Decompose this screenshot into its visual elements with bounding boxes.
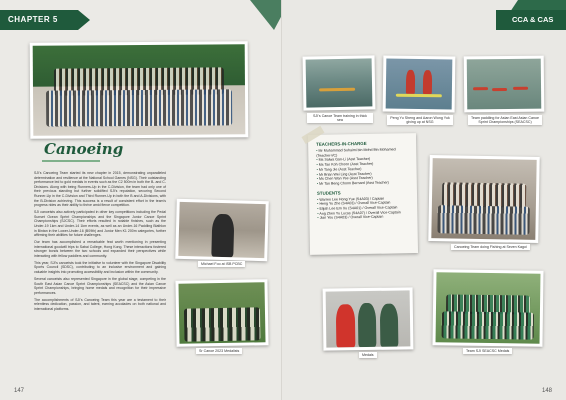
teachers-list <box>316 147 409 186</box>
medals-photo <box>323 287 414 350</box>
teacher-item: • Mr Tang Jie (Asst Teacher) <box>317 166 409 172</box>
training-image <box>306 58 373 107</box>
right-page <box>283 0 566 400</box>
team-medals-photo <box>432 269 543 347</box>
team-medals-image <box>436 272 541 343</box>
medalists-caption: Sr Canoe 2023 Medalists <box>196 348 242 354</box>
paragraph: SJI's Canoeing Team started its new chapter in 2015, demonstrating unparalleled determination and resilience at the National School Games (NSG). Their outstanding performance led to gold medals in events such as the C2 500m in both the B- and C-Divisions. Along with being Runners-Up in the C-Division, the team had only one of their previous standing but further solidified SJI's reputation, securing Second Runner-Up in the C-Division and Third Runner-Up in both the B and A-Divisions, with the B-Division achieving. This success is a result of consistent effort in the team's progress rides as their ability to thrive amid fierce competition. <box>34 171 166 208</box>
title-underline <box>42 160 100 162</box>
athlete-image <box>178 202 265 258</box>
nsg-image <box>386 59 453 110</box>
teacher-item: • Ms Chen Wan Yee (Asst Teacher) <box>317 175 409 181</box>
teacher-item: • Ms Tan Koh Choon (Asst Teacher) <box>316 161 408 167</box>
group-photo-image <box>33 44 246 135</box>
medalists-photo <box>175 279 268 347</box>
seacsc-image <box>467 59 542 110</box>
body-text <box>34 171 166 314</box>
chapter-banner: CHAPTER 5 <box>0 10 78 30</box>
student-item: • Heng Yu Zhe (S4A03) / Overall Vice-Captain <box>317 201 409 207</box>
athlete-photo <box>175 199 269 261</box>
roster-note <box>308 133 418 255</box>
seacsc-caption: Team paddling for Asian East Asian Canoe Sprint Championships (SEACSC) <box>468 115 542 125</box>
paragraph: This year, SJI's canoeists took the initiative to volunteer with the Singapore Disability Sports Council (SDSC), contributing to an inclusive environment and gaining valuable insights into promoting accessibility and inclusion within the community. <box>34 260 166 275</box>
page-title: Canoeing <box>44 140 124 158</box>
paragraph: SJI canoeists also actively participated in other key competitions including the Pedal Sunset Ocean Sprint Championships and the Singapore Junior Canoe Sprint Championships (SJCSC). Their efforts resulted in notable finishes, such as the Under-19 1km and Under-14 1km events, as well as an Under-16 Paddling Biathlon in Bintan in the Lower-Under-16 (B09th) and Junior Men K1 200m categories, further affirming their abilities for future challenges. <box>34 210 166 238</box>
medalists-image <box>178 282 265 343</box>
students-list <box>317 196 409 221</box>
athlete-caption: Michael Foo at ISB PCBC <box>198 261 245 267</box>
fishing-photo <box>428 155 539 243</box>
teacher-item: • Mr Tan Beng Choon Bernard (Asst Teacher) <box>317 180 409 186</box>
team-medals-caption: Team SJI SEACSC Medals <box>463 348 512 354</box>
student-item: • Jian You (S4A03) / Overall Vice-Captain <box>317 215 409 221</box>
seacsc-photo <box>464 56 545 113</box>
page-number-right: 148 <box>541 388 552 394</box>
team-group-photo <box>30 41 249 139</box>
student-item: • Warren Lee Hong Yue (S4A03) / Captain <box>317 196 409 202</box>
student-item: • Elijah Lee Ern Xu (S4A01) / Overall Vice-Captain <box>317 205 409 211</box>
medals-image <box>326 290 411 347</box>
page-number-left: 147 <box>14 388 25 394</box>
section-banner: CCA & CAS <box>496 10 566 30</box>
teachers-heading: TEACHERS-IN-CHARGE <box>316 140 367 147</box>
medals-caption: Medals <box>359 352 377 358</box>
fishing-image <box>431 158 536 240</box>
fishing-caption: Canoeing Team doing Fishing at Seven Kagoi <box>451 244 530 250</box>
teacher-item: • Mr Brian Wei Ling (Asst Teacher) <box>317 171 409 177</box>
teacher-item: • Mr Muhammad Suhaimi bin Mohd Bin Mohamed (Teacher-I/C) <box>316 147 408 158</box>
teacher-item: • Ms Salwa Gan-Li (Asst Teacher) <box>316 157 408 163</box>
paragraph: The accomplishments of SJI's Canoeing Team this year are a testament to their relentless dedication, passion, and talent, earning accolades on both national and international platforms. <box>34 297 166 311</box>
nsg-photo <box>383 56 456 113</box>
paragraph: Our team has accomplished a remarkable feat worth mentioning in presenting international goodwill trips to Sabai College, Hong Kong. These interactions fostered stronger bonds between the two schools and expanded their perspectives while interacting with fellow paddlers and community. <box>34 240 166 258</box>
student-item: • Ang Zhen Yu Lucas (S4A07) / Overall Vice-Captain <box>317 210 409 216</box>
training-photo <box>303 55 376 110</box>
training-caption: SJI's Canoe Team training in thick sea <box>307 113 373 123</box>
students-heading: STUDENTS <box>316 190 341 196</box>
paragraph: Several canoeists also represented Singapore in the global stage, competing in the South East Asian Canoe Sprint Championships (SEACSC) and the Asian Canoe Sprint Championships, bringing home medals and recognition for their impressive performances. <box>34 277 166 295</box>
nsg-caption: Peng Yu Sheng and Aaron Wong Yuk giving up at NSG <box>387 115 453 125</box>
